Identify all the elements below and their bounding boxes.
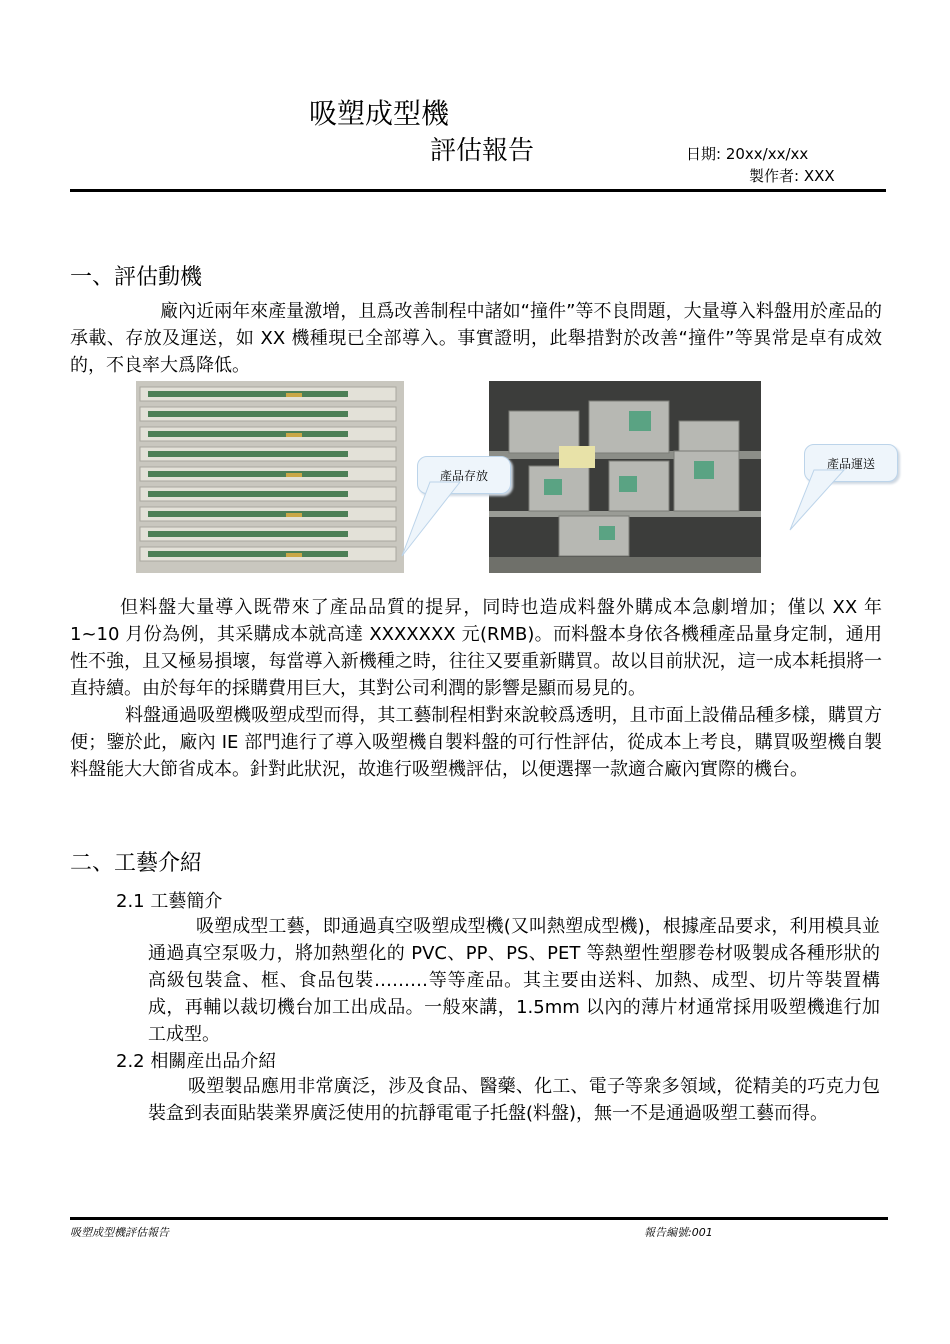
callout-transport-label: 產品運送 (826, 456, 875, 471)
sub2-text: 吸塑製品應用非常廣泛，涉及食品、醫藥、化工、電子等衆多領域，從精美的巧克力包裝盒到表面貼裝業界廣泛使用的抗靜電電子托盤(料盤)，無一不是通過吸塑工藝而得。 (148, 1076, 880, 1124)
para2-text: 但料盤大量導入既帶來了產品品質的提昇，同時也造成料盤外購成本急劇增加；僅以 XX 年 1~10 月份為例，其采購成本就高達 XXXXXXX 元(RMB)。而料盤本身依各機種產品量身定制，通用性不強，且又極易損壞，每當導入新機種之時，往往又要重新購買。故以目前狀況，這一成本耗損將一直持續。由於每年的採購費用巨大，其對公司利潤的影響是顯而易見的。 (70, 597, 882, 699)
report-date: 日期: 20xx/xx/xx (686, 145, 809, 163)
sub1-heading: 2.1 工藝簡介 (116, 891, 223, 912)
header-rule (70, 189, 886, 192)
footer-left: 吸塑成型機評估報告 (70, 1226, 169, 1239)
title-line2: 評估報告 (430, 136, 535, 166)
product-transport-photo (489, 381, 761, 573)
transport-rack-illustration (489, 381, 761, 573)
para1-text: 廠內近兩年來產量激增，且爲改善制程中諸如“撞件”等不良問題，大量導入料盤用於產品的承載、存放及運送，如 XX 機種現已全部導入。事實證明，此舉措對於改善“撞件”等異常是卓有成效的，不良率大爲降低。 (70, 301, 882, 376)
sub1-body (148, 913, 880, 1048)
section1-para1 (70, 298, 882, 379)
section1-heading: 一、評估動機 (70, 265, 203, 290)
callout-transport-tail (782, 468, 852, 534)
para3-text: 料盤通過吸塑機吸塑成型而得，其工藝制程相對來說較爲透明，且市面上設備品種多樣，購買方便；鑒於此，廠內 IE 部門進行了導入吸塑機自製料盤的可行性評估，從成本上考良，購買吸塑機自製料盤能大大節省成本。針對此狀況，故進行吸塑機評估，以便選擇一款適合廠內實際的機台。 (70, 705, 882, 780)
callout-storage-label: 產品存放 (439, 468, 488, 483)
section1-para2-block (70, 594, 882, 783)
callout-storage-tail (400, 480, 470, 560)
tray-storage-illustration (136, 381, 404, 573)
tray-storage-photo (136, 381, 404, 573)
sub1-text: 吸塑成型工藝，即通過真空吸塑成型機(又叫熱塑成型機)，根據產品要求，利用模具並通過真空泵吸力，將加熱塑化的 PVC、PP、PS、PET 等熱塑性塑膠卷材吸製成各種形狀的高級包裝盒、框、食品包裝………等等產品。其主要由送料、加熱、成型、切片等裝置構成，再輔以裁切機台加工出成品。一般來講，1.5mm 以內的薄片材通常採用吸塑機進行加工成型。 (148, 916, 880, 1045)
title-line1: 吸塑成型機 (309, 97, 450, 130)
footer-report-number: 報告編號:001 (644, 1226, 713, 1239)
footer-rule (70, 1217, 888, 1220)
sub2-body (148, 1073, 880, 1127)
section2-heading: 二、工藝介紹 (70, 851, 203, 876)
sub2-heading: 2.2 相關産出品介紹 (116, 1051, 277, 1072)
report-author: 製作者: XXX (749, 167, 835, 185)
